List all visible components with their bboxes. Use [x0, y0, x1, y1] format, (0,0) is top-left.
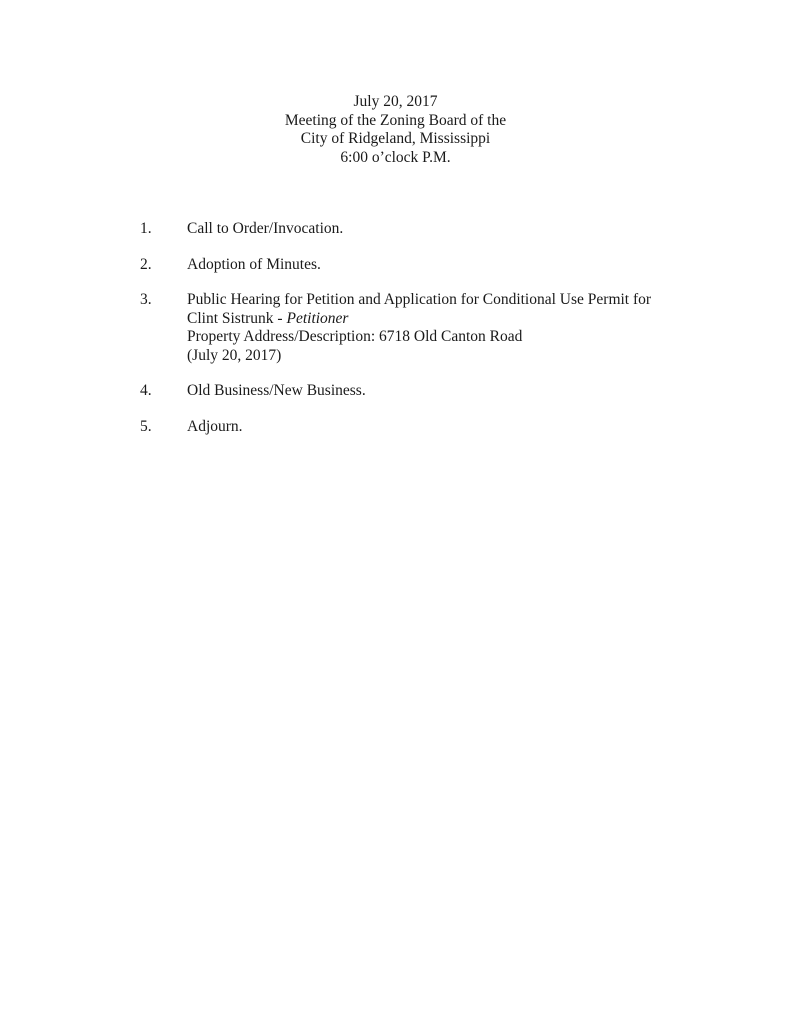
agenda-item-3 [140, 291, 701, 365]
header-meeting-title: Meeting of the Zoning Board of the [284, 111, 507, 129]
header-time: 6:00 o’clock P.M. [340, 148, 451, 166]
agenda-item-3-line3: Property Address/Description: 6718 Old Canton Road [187, 328, 523, 345]
agenda-item-4-text: Old Business/New Business. [187, 382, 366, 399]
agenda-item-4 [140, 382, 701, 401]
agenda-item-5 [140, 418, 701, 437]
agenda-item-2 [140, 256, 701, 275]
agenda-item-1-number: 1. [140, 220, 152, 237]
agenda-item-5-number: 5. [140, 417, 152, 435]
document-header [0, 0, 791, 167]
agenda-item-3-petitioner-label: Petitioner [286, 309, 349, 327]
agenda-item-3-line2 [187, 310, 701, 329]
agenda-item-4-number: 4. [140, 382, 152, 399]
agenda-item-2-number: 2. [140, 255, 152, 273]
header-city: City of Ridgeland, Mississippi [300, 130, 491, 147]
agenda-item-5-text: Adjourn. [187, 417, 243, 435]
agenda-item-1-text: Call to Order/Invocation. [187, 220, 344, 237]
agenda-list [0, 220, 791, 436]
agenda-item-3-line4: (July 20, 2017) [187, 346, 282, 364]
agenda-item-3-number: 3. [140, 291, 152, 308]
agenda-item-3-text [187, 291, 701, 365]
agenda-item-3-line2-prefix: Clint Sistrunk - [187, 309, 287, 327]
agenda-item-2-text: Adoption of Minutes. [187, 255, 321, 273]
header-date: July 20, 2017 [353, 93, 438, 110]
agenda-item-1 [140, 220, 701, 239]
agenda-item-3-line1: Public Hearing for Petition and Application for Conditional Use Permit for [187, 291, 652, 308]
